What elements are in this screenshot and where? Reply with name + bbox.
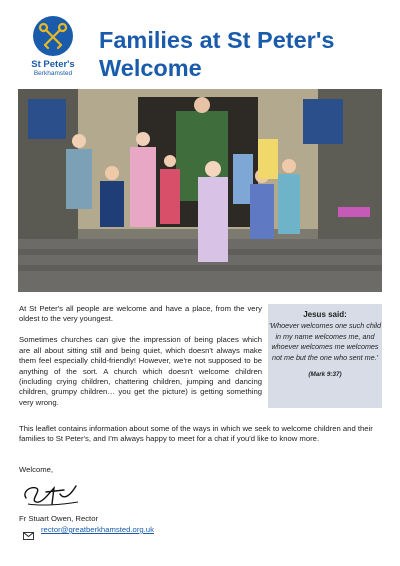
logo-place: Berkhamsted <box>33 70 73 77</box>
welcome-text: Welcome, <box>19 465 54 474</box>
church-family-photo <box>18 89 382 292</box>
envelope-icon <box>23 527 34 535</box>
intro-paragraph-2: Sometimes churches can give the impression of being places which are all about sitting still and being quiet, which doesn't always make them feel especially child-friendly! However, we're not supposed to be anything of the sort. A church which doesn't welcome children (including crying children, chattering children, jumping and dancing children, grumpy children… you get the picture) is getting something very wrong. <box>19 335 262 407</box>
logo-name: St Peter's <box>31 59 75 70</box>
signer-name: Fr Stuart Owen, Rector <box>19 514 99 523</box>
church-logo <box>22 16 84 86</box>
quote-text: 'Whoever welcomes one such child in my name welcomes me, and whoever welcomes me welcomes not me but the one who sent me.' <box>268 321 382 362</box>
intro-text <box>19 304 262 419</box>
quote-heading: Jesus said: <box>303 310 347 319</box>
crossed-keys-icon <box>33 16 73 56</box>
intro-paragraph-1: At St Peter's all people are welcome and have a place, from the very oldest to the very youngest. <box>19 304 262 324</box>
leaflet-info-paragraph: This leaflet contains information about some of the ways in which we seek to welcome children and their families to St Peter's, and I'm always happy to meet for a chat if you'd like to know more. <box>19 424 373 444</box>
email-link[interactable]: rector@greatberkhamsted.org.uk <box>41 525 154 534</box>
scripture-quote-box <box>268 304 382 408</box>
quote-reference: (Mark 9:37) <box>308 371 342 379</box>
signature-image <box>20 478 82 508</box>
page-title: Families at St Peter's Welcome <box>99 27 335 81</box>
